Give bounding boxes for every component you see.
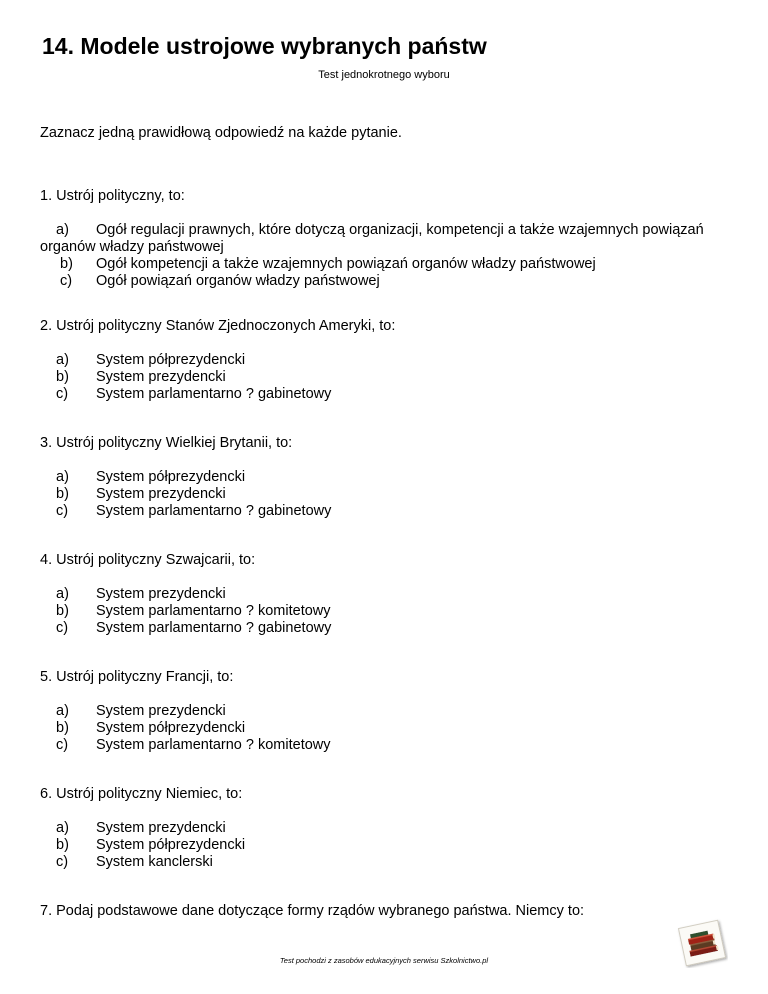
option-letter: a): [56, 703, 69, 719]
question-7: [40, 903, 730, 937]
answer-option-a[interactable]: [40, 469, 730, 486]
question-4: [40, 552, 730, 637]
question-6: [40, 786, 730, 871]
answer-option-c[interactable]: [40, 737, 730, 754]
books-stack-icon: [676, 918, 728, 968]
question-3: [40, 435, 730, 520]
answer-option-b[interactable]: [40, 603, 730, 620]
question-text: 1. Ustrój polityczny, to:: [40, 188, 185, 204]
answer-option-a[interactable]: [40, 352, 730, 369]
option-letter: a): [56, 352, 69, 368]
answer-option-a[interactable]: [40, 820, 730, 837]
option-letter: a): [56, 820, 69, 836]
page-title: 14. Modele ustrojowe wybranych państw: [42, 33, 487, 59]
option-letter: a): [56, 469, 69, 485]
question-text: 3. Ustrój polityczny Wielkiej Brytanii, to:: [40, 435, 293, 451]
option-text: System półprezydencki: [96, 469, 246, 485]
option-text: System prezydencki: [96, 703, 226, 719]
option-letter: b): [56, 369, 69, 385]
option-letter: a): [56, 586, 69, 602]
answer-option-a[interactable]: [40, 586, 730, 603]
option-text: Ogół regulacji prawnych, które dotyczą organizacji, kompetencji a także wzajemnych powiązań organów władzy państwowej: [40, 222, 704, 255]
question-1: [40, 188, 730, 290]
option-letter: c): [56, 737, 69, 753]
option-letter: c): [56, 503, 69, 519]
answer-option-b[interactable]: [40, 720, 730, 737]
question-2: [40, 318, 730, 403]
option-text: System parlamentarno ? komitetowy: [96, 737, 331, 753]
option-letter: a): [56, 222, 69, 238]
answer-option-b[interactable]: [40, 256, 730, 273]
option-text: System półprezydencki: [96, 720, 246, 736]
option-text: System prezydencki: [96, 586, 226, 602]
option-text: Ogół powiązań organów władzy państwowej: [96, 273, 380, 289]
option-letter: c): [56, 854, 69, 870]
option-letter: b): [60, 256, 73, 272]
option-text: System parlamentarno ? gabinetowy: [96, 620, 332, 636]
option-letter: b): [56, 603, 69, 619]
option-text: Ogół kompetencji a także wzajemnych powiązań organów władzy państwowej: [96, 256, 596, 272]
option-text: System prezydencki: [96, 369, 226, 385]
answer-options: [40, 820, 730, 871]
option-letter: c): [56, 620, 69, 636]
answer-options: [40, 352, 730, 403]
answer-option-b[interactable]: [40, 837, 730, 854]
option-text: System prezydencki: [96, 486, 226, 502]
answer-options: [40, 469, 730, 520]
page-subtitle: Test jednokrotnego wyboru: [318, 69, 450, 81]
option-letter: b): [56, 837, 69, 853]
answer-options: [40, 703, 730, 754]
answer-option-c[interactable]: [40, 854, 730, 871]
answer-option-c[interactable]: [40, 503, 730, 520]
answer-option-a[interactable]: [40, 222, 730, 256]
answer-option-c[interactable]: [40, 386, 730, 403]
answer-option-a[interactable]: [40, 703, 730, 720]
question-text: 5. Ustrój polityczny Francji, to:: [40, 669, 234, 685]
answer-option-c[interactable]: [40, 273, 730, 290]
answer-options: [40, 222, 730, 290]
option-text: System kanclerski: [96, 854, 213, 870]
option-text: System parlamentarno ? komitetowy: [96, 603, 331, 619]
answer-option-c[interactable]: [40, 620, 730, 637]
option-text: System parlamentarno ? gabinetowy: [96, 386, 332, 402]
question-text: 2. Ustrój polityczny Stanów Zjednoczonych Ameryki, to:: [40, 318, 396, 334]
answer-options: [40, 586, 730, 637]
question-5: [40, 669, 730, 754]
question-text: 6. Ustrój polityczny Niemiec, to:: [40, 786, 243, 802]
option-text: System półprezydencki: [96, 352, 246, 368]
question-text: 4. Ustrój polityczny Szwajcarii, to:: [40, 552, 256, 568]
option-letter: b): [56, 720, 69, 736]
option-letter: c): [56, 386, 69, 402]
option-text: System półprezydencki: [96, 837, 246, 853]
answer-option-b[interactable]: [40, 486, 730, 503]
option-letter: b): [56, 486, 69, 502]
instruction-text: Zaznacz jedną prawidłową odpowiedź na każde pytanie.: [40, 125, 402, 141]
footer-source-note: Test pochodzi z zasobów edukacyjnych serwisu Szkolnictwo.pl: [279, 956, 489, 965]
option-text: System parlamentarno ? gabinetowy: [96, 503, 332, 519]
answer-option-b[interactable]: [40, 369, 730, 386]
option-text: System prezydencki: [96, 820, 226, 836]
question-text: 7. Podaj podstawowe dane dotyczące formy rządów wybranego państwa. Niemcy to:: [40, 903, 585, 919]
option-letter: c): [60, 273, 73, 289]
